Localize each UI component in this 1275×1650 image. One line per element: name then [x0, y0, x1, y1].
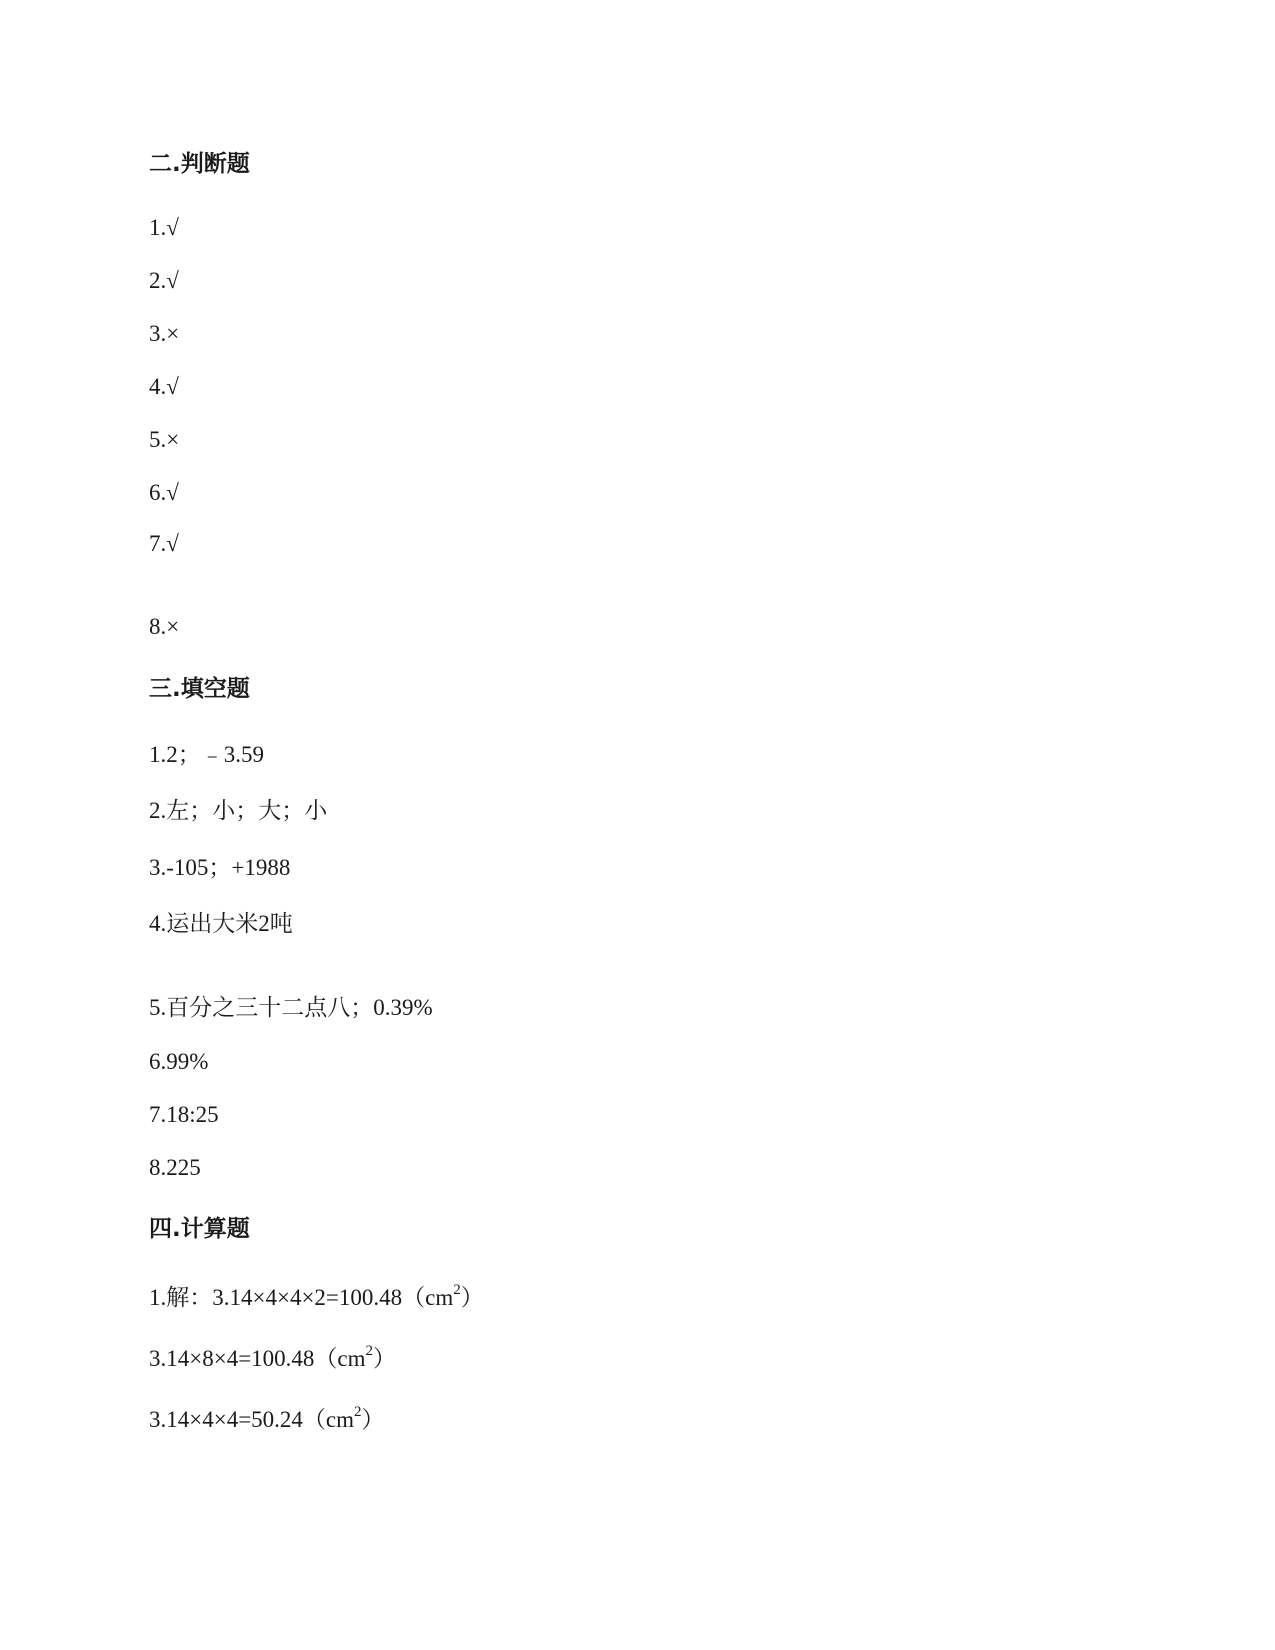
- answer-item: 1.√: [149, 215, 179, 240]
- calculation-text: 1.解：3.14×4×4×2=100.48（cm: [149, 1285, 454, 1310]
- answer-item: 8.×: [149, 614, 180, 639]
- calculation-tail: ）: [460, 1285, 484, 1310]
- answer-item: 3.-105；+1988: [149, 855, 291, 880]
- section-heading-fill-blank: 三.填空题: [149, 676, 250, 702]
- answer-item: 8.225: [149, 1155, 201, 1180]
- answer-item: 2.左；小；大；小: [149, 798, 328, 823]
- answer-item: 1.2；﹣3.59: [149, 742, 264, 767]
- answer-item: 4.运出大米2吨: [149, 911, 293, 936]
- calculation-line: [149, 1344, 396, 1374]
- answer-item: 2.√: [149, 268, 179, 293]
- calculation-tail: ）: [373, 1346, 397, 1371]
- superscript: 2: [365, 1343, 374, 1360]
- answer-item: 3.×: [149, 321, 180, 346]
- answer-item: 5.百分之三十二点八；0.39%: [149, 995, 433, 1020]
- answer-item: 6.√: [149, 480, 179, 505]
- answer-item: 6.99%: [149, 1049, 209, 1074]
- calculation-line: [149, 1283, 484, 1313]
- superscript: 2: [354, 1404, 362, 1421]
- calculation-text: 3.14×8×4=100.48（cm: [149, 1346, 366, 1371]
- superscript: 2: [453, 1282, 461, 1299]
- section-heading-judgment: 二.判断题: [149, 151, 250, 177]
- calculation-line: [149, 1405, 385, 1435]
- calculation-tail: ）: [361, 1407, 385, 1432]
- answer-item: 4.√: [149, 374, 179, 399]
- section-heading-calculation: 四.计算题: [149, 1216, 250, 1242]
- answer-item: 7.18:25: [149, 1102, 219, 1127]
- answer-item: 7.√: [149, 531, 179, 556]
- answer-item: 5.×: [149, 427, 180, 452]
- calculation-text: 3.14×4×4=50.24（cm: [149, 1407, 355, 1432]
